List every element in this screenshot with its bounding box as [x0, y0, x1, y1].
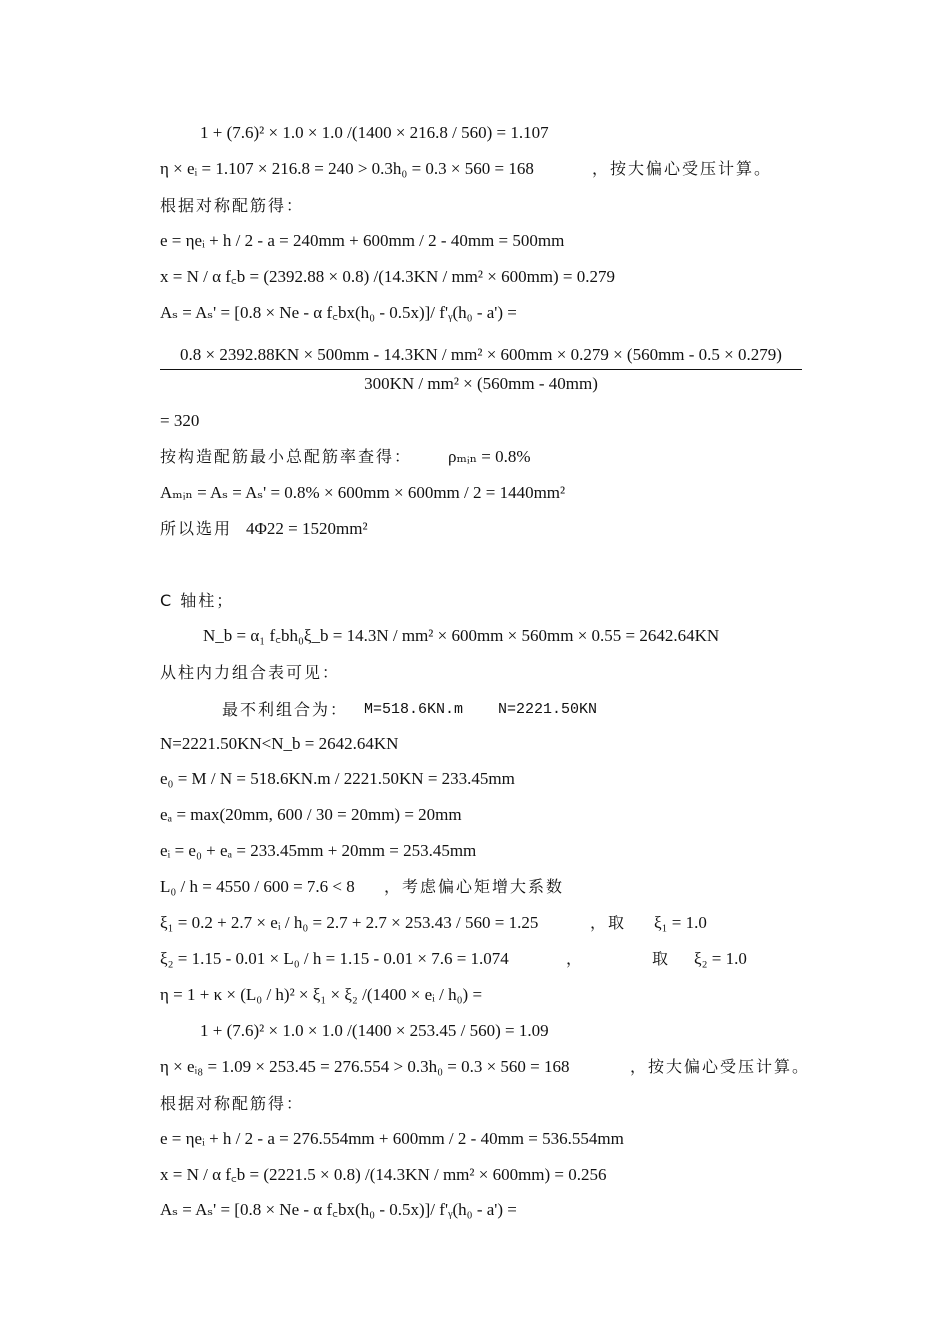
fraction-numerator: 0.8 × 2392.88KN × 500mm - 14.3KN / mm² × 600mm × 0.279 × (560mm - 0.5 × 0.279) — [160, 344, 802, 370]
combination-table-note: 从柱内力组合表可见： — [160, 663, 341, 682]
xi2-formula: ξ₂ = 1.15 - 0.01 × L₀ / h = 1.15 - 0.01 × 7.6 = 1.074 — [160, 949, 509, 968]
xi2-comma: ， — [566, 949, 585, 968]
xi1-value: ξ₁ = 1.0 — [654, 913, 707, 932]
eta-ei-check: η × eᵢ = 1.107 × 216.8 = 240 > 0.3h₀ = 0.3 × 560 = 168 — [160, 159, 534, 178]
as-formula-2: Aₛ = Aₛ' = [0.8 × Ne - α f꜀bx(h₀ - 0.5x)]/ f'ᵧ(h₀ - a') = — [160, 1200, 517, 1219]
large-eccentric-note-2: ，按大偏心受压计算。 — [630, 1057, 811, 1076]
min-ratio-label: 按构造配筋最小总配筋率查得： — [160, 447, 413, 466]
symmetric-reinforcement-heading: 根据对称配筋得： — [160, 196, 305, 215]
large-eccentric-note: ，按大偏心受压计算。 — [592, 159, 773, 178]
section-c-heading: C 轴柱； — [160, 591, 235, 610]
xi2-value: ξ₂ = 1.0 — [694, 949, 747, 968]
nb-formula: N_b = α₁ f꜀bh₀ξ_b = 14.3N / mm² × 600mm × 560mm × 0.55 = 2642.64KN — [203, 626, 720, 645]
xi1-take-label: ，取 — [590, 913, 627, 932]
e0-formula: e₀ = M / N = 518.6KN.m / 2221.50KN = 233.45mm — [160, 769, 515, 788]
ei-formula: eᵢ = e₀ + eₐ = 233.45mm + 20mm = 253.45mm — [160, 841, 477, 860]
fraction-denominator: 300KN / mm² × (560mm - 40mm) — [364, 374, 598, 393]
eccentricity-e-formula: e = ηeᵢ + h / 2 - a = 240mm + 600mm / 2 - 40mm = 500mm — [160, 231, 565, 250]
eta-calc-line: 1 + (7.6)² × 1.0 × 1.0 /(1400 × 216.8 / 560) = 1.107 — [200, 123, 549, 142]
slenderness-ratio: L₀ / h = 4550 / 600 = 7.6 < 8 — [160, 877, 355, 896]
eccentricity-e-formula-2: e = ηeᵢ + h / 2 - a = 276.554mm + 600mm / 2 - 40mm = 536.554mm — [160, 1129, 624, 1148]
magnification-note: ，考虑偏心矩增大系数 — [384, 877, 565, 896]
amin-formula: Aₘᵢₙ = Aₛ = Aₛ' = 0.8% × 600mm × 600mm / 2 = 1440mm² — [160, 483, 566, 502]
ea-formula: eₐ = max(20mm, 600 / 30 = 20mm) = 20mm — [160, 805, 462, 824]
worst-combination-axial: N=2221.50KN — [498, 701, 598, 718]
selection-label: 所以选用 — [160, 519, 233, 538]
eta-formula: η = 1 + κ × (L₀ / h)² × ξ₁ × ξ₂ /(1400 × eᵢ / h₀) = — [160, 985, 483, 1004]
x-formula: x = N / α f꜀b = (2392.88 × 0.8) /(14.3KN / mm² × 600mm) = 0.279 — [160, 267, 616, 286]
as-result: = 320 — [160, 411, 200, 430]
eta-calc-line-2: 1 + (7.6)² × 1.0 × 1.0 /(1400 × 253.45 / 560) = 1.09 — [200, 1021, 549, 1040]
n-vs-nb: N=2221.50KN<N_b = 2642.64KN — [160, 734, 399, 753]
as-fraction — [160, 344, 802, 395]
eta-ei-check-2: η × eᵢ₈ = 1.09 × 253.45 = 276.554 > 0.3h₀ = 0.3 × 560 = 168 — [160, 1057, 570, 1076]
worst-combination-label: 最不利组合为： — [222, 700, 349, 719]
xi2-take-label: 取 — [652, 949, 671, 968]
min-ratio-value: ρₘᵢₙ = 0.8% — [448, 447, 531, 466]
worst-combination-moment: M=518.6KN.m — [364, 701, 464, 718]
selected-bars: 4Φ22 = 1520mm² — [246, 519, 368, 538]
xi1-formula: ξ₁ = 0.2 + 2.7 × eᵢ / h₀ = 2.7 + 2.7 × 253.43 / 560 = 1.25 — [160, 913, 539, 932]
x-formula-2: x = N / α f꜀b = (2221.5 × 0.8) /(14.3KN / mm² × 600mm) = 0.256 — [160, 1165, 607, 1184]
as-formula: Aₛ = Aₛ' = [0.8 × Ne - α f꜀bx(h₀ - 0.5x)]/ f'ᵧ(h₀ - a') = — [160, 303, 517, 322]
symmetric-reinforcement-heading-2: 根据对称配筋得： — [160, 1094, 305, 1113]
